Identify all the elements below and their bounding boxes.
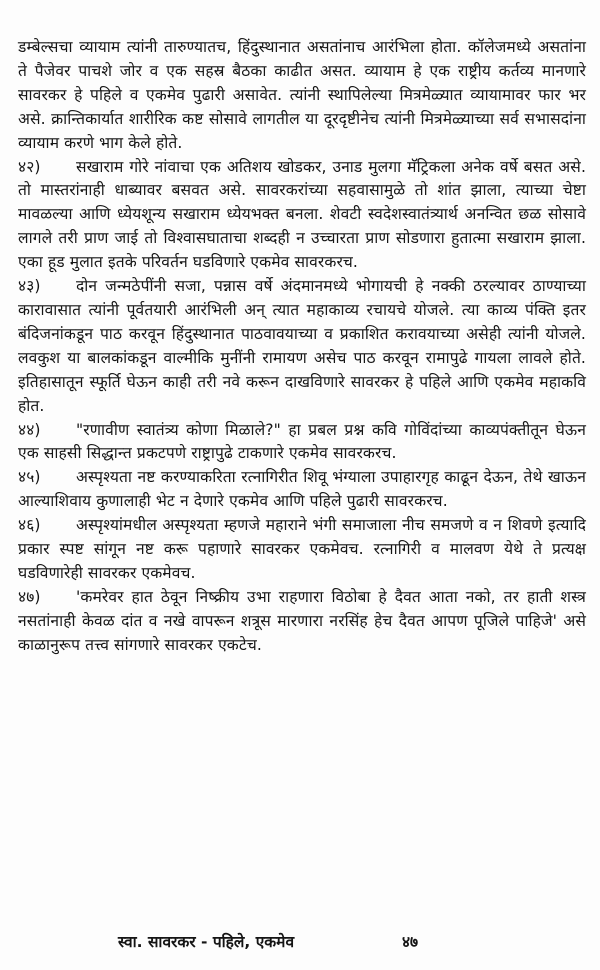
paragraph-number: ४७) (18, 587, 41, 606)
paragraph-text: दोन जन्मठेपींनी सजा, पन्नास वर्षे अंदमानमध्ये भोगायची हे नक्की ठरल्यावर ठाण्याच्या कारावासात त्यांनी पूर्वतयारी आरंभिली अन् त्यात महाकाव्य रचायचे योजले. त्या काव्य पंक्ति इतर बंदिजनांकडून पाठ करवून हिंदुस्थानात पाठवावयाच्या व प्रकाशित करावयाच्या असेही त्यांनी योजले. लवकुश या बालकांकडून वाल्मीकि मुनींनी रामायण असेच पाठ करवून रामापुढे गायला लावले होते. इतिहासातून स्फूर्ति घेऊन काही तरी नवे करून दाखविणारे सावरकर हे पहिले आणि एकमेव महाकवि होत. (18, 277, 586, 415)
paragraph-text: "रणावीण स्वातंत्र्य कोणा मिळाले?" हा प्रबल प्रश्न कवि गोविंदांच्या काव्यपंक्तीतून घेऊन एक साहसी सिद्धान्त प्रकटपणे राष्ट्रापुढे टाकणारे एकमेव सावरकरच. (18, 420, 586, 463)
paragraph-number: ४५) (18, 468, 41, 487)
paragraph-text: अस्पृश्यता नष्ट करण्याकरिता रत्नागिरीत शिवू भंग्याला उपाहारगृह काढून देऊन, तेथे खाऊन आल्याशिवाय कुणालाही भेट न देणारे एकमेव आणि पहिले पुढारी सावरकरच. (18, 468, 586, 511)
paragraph-number: ४३) (18, 277, 41, 296)
page-footer (0, 930, 600, 960)
paragraph-43 (18, 275, 586, 418)
paragraph-text: डम्बेल्सचा व्यायाम त्यांनी तारुण्यातच, हिंदुस्थानात असतांनाच आरंभिला होता. कॉलेजमध्ये असतांना ते पैजेवर पाचशे जोर व एक सहस्र बैठका काढीत असत. व्यायाम हे एक राष्ट्रीय कर्तव्य मानणारे सावरकर हे पहिले व एकमेव पुढारी असावेत. त्यांनी स्थापिलेल्या मित्रमेळ्यात व्यायामावर फार भर असे. क्रान्तिकार्यात शारीरिक कष्ट सोसावे लागतील या दूरदृष्टीनेच त्यांनी मित्रमेळ्याच्या सर्व सभासदांना व्यायाम करणे भाग केले होते. (18, 38, 586, 152)
paragraph-number: ४२) (18, 157, 41, 176)
paragraph-47 (18, 586, 586, 658)
paragraph-42 (18, 156, 586, 276)
paragraph-number: ४४) (18, 420, 41, 439)
paragraph-44 (18, 419, 586, 467)
paragraph-text: अस्पृश्यांमधील अस्पृश्यता म्हणजे महाराने भंगी समाजाला नीच समजणे व न शिवणे इत्यादि प्रकार स्पष्ट सांगून नष्ट करू पहाणारे सावरकर एकमेवच. रत्नागिरी व मालवण येथे ते प्रत्यक्ष घडविणारेही सावरकर एकमेवच. (18, 516, 586, 582)
paragraph-number: ४६) (18, 516, 41, 535)
paragraph-text: सखाराम गोरे नांवाचा एक अतिशय खोडकर, उनाड मुलगा मॅट्रिकला अनेक वर्षे बसत असे. तो मास्तरांनाही धाब्यावर बसवत असे. सावरकरांच्या सहवासामुळे तो शांत झाला, त्याच्या चेष्टा मावळल्या आणि ध्येयशून्य सखाराम ध्येयभक्त बनला. शेवटी स्वदेशस्वातंत्र्यार्थ अनन्वित छळ सोसावे लागले तरी प्राण जाई तो विश्वासघाताचा शब्दही न उच्चारता प्राण सोडणारा हुतात्मा सखाराम झाला. एका हूड मुलात इतके परिवर्तन घडविणारे एकमेव सावरकरच. (18, 157, 586, 272)
body-text (18, 36, 586, 658)
page-number: ४७ (402, 933, 419, 951)
running-footer-title: स्वा. सावरकर - पहिले, एकमेव (118, 933, 295, 951)
paragraph-45 (18, 466, 586, 514)
paragraph-41-continuation (18, 36, 586, 156)
paragraph-text: 'कमरेवर हात ठेवून निष्क्रीय उभा राहणारा विठोबा हे दैवत आता नको, तर हाती शस्त्र नसतांनाही केवळ दांत व नखे वापरून शत्रूस मारणारा नरसिंह हेच दैवत आपण पूजिले पाहिजे' असे काळानुरूप तत्त्व सांगणारे सावरकर एकटेच. (18, 587, 586, 654)
paragraph-46 (18, 514, 586, 586)
